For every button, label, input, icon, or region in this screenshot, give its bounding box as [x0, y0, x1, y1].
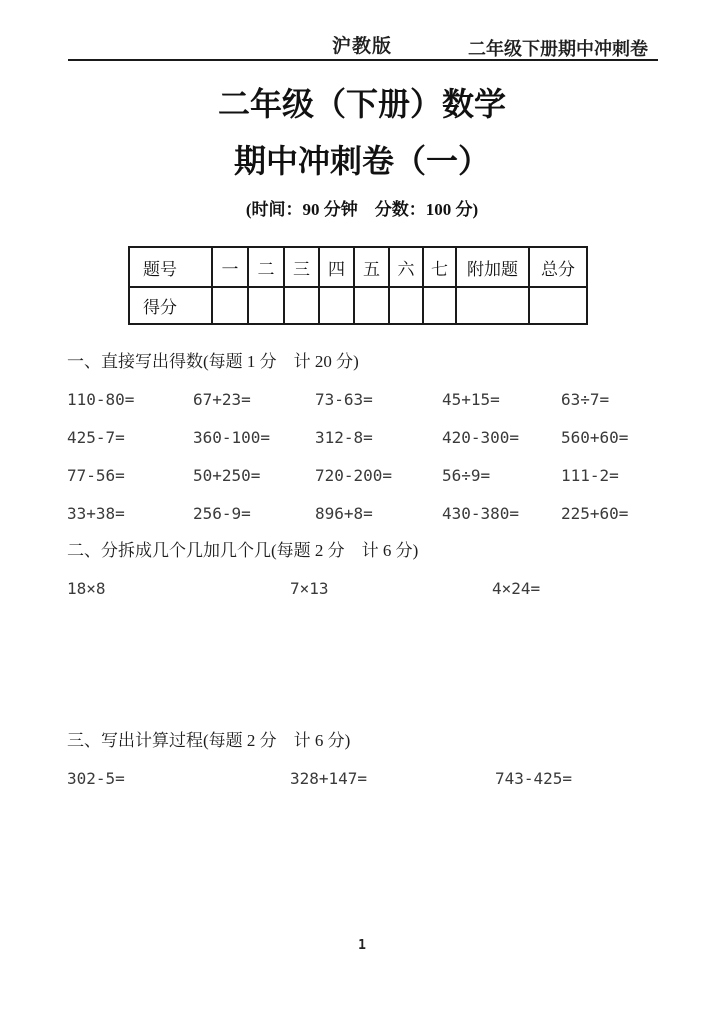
score-cell	[248, 287, 284, 324]
problem: 67+23=	[193, 390, 251, 409]
section2-problems	[67, 578, 667, 616]
score-table-col-2: 二	[248, 247, 284, 287]
problem: 720-200=	[315, 466, 393, 485]
problem: 256-9=	[193, 504, 251, 523]
score-table-col-3: 三	[284, 247, 319, 287]
problem: 56÷9=	[442, 466, 491, 485]
score-cell	[456, 287, 529, 324]
score-table-col-4: 四	[319, 247, 354, 287]
problem: 45+15=	[442, 390, 500, 409]
score-cell	[423, 287, 456, 324]
problem: 225+60=	[561, 504, 629, 523]
exam-title-line2: 期中冲刺卷（一）	[233, 143, 490, 179]
score-cell	[284, 287, 319, 324]
problem: 743-425=	[495, 769, 573, 788]
problem: 18×8	[67, 579, 106, 598]
problem: 560+60=	[561, 428, 629, 447]
problem-row	[67, 427, 667, 465]
section1-problems	[67, 389, 667, 541]
score-table-col-5: 五	[354, 247, 389, 287]
problem: 302-5=	[67, 769, 125, 788]
page-number: 1	[358, 938, 366, 953]
problem: 896+8=	[315, 504, 373, 523]
section1-heading: 一、直接写出得数(每题 1 分 计 20 分)	[67, 352, 359, 371]
problem: 73-63=	[315, 390, 373, 409]
score-table-col-1: 一	[212, 247, 248, 287]
problem-row	[67, 503, 667, 541]
problem: 430-380=	[442, 504, 520, 523]
score-table-col-extra: 附加题	[456, 247, 529, 287]
problem-row	[67, 465, 667, 503]
problem: 425-7=	[67, 428, 125, 447]
problem: 50+250=	[193, 466, 261, 485]
problem: 420-300=	[442, 428, 520, 447]
score-cell	[529, 287, 587, 324]
score-table-col-6: 六	[389, 247, 423, 287]
problem: 110-80=	[67, 390, 135, 409]
problem-row	[67, 768, 667, 806]
problem: 360-100=	[193, 428, 271, 447]
score-table	[128, 246, 588, 325]
header-booklet-title: 二年级下册期中冲刺卷	[468, 39, 648, 59]
score-table-col-total: 总分	[529, 247, 587, 287]
score-table-col-question-no: 题号	[129, 247, 212, 287]
score-table-header-row	[129, 247, 587, 287]
score-table-score-row	[129, 287, 587, 324]
problem-row	[67, 389, 667, 427]
problem: 111-2=	[561, 466, 619, 485]
score-cell	[354, 287, 389, 324]
score-table-col-7: 七	[423, 247, 456, 287]
problem: 63÷7=	[561, 390, 610, 409]
score-cell	[319, 287, 354, 324]
header-edition-label: 沪教版	[332, 36, 393, 57]
section3-problems	[67, 768, 667, 806]
section3-heading: 三、写出计算过程(每题 2 分 计 6 分)	[67, 731, 351, 750]
section2-heading: 二、分拆成几个几加几个几(每题 2 分 计 6 分)	[67, 541, 419, 560]
problem: 312-8=	[315, 428, 373, 447]
problem: 7×13	[290, 579, 329, 598]
score-row-label: 得分	[129, 287, 212, 324]
exam-time-score-info: (时间：90 分钟 分数：100 分)	[245, 200, 479, 219]
exam-title-line1: 二年级（下册）数学	[217, 86, 506, 122]
problem: 33+38=	[67, 504, 125, 523]
score-cell	[212, 287, 248, 324]
problem: 4×24=	[492, 579, 541, 598]
problem: 328+147=	[290, 769, 368, 788]
score-cell	[389, 287, 423, 324]
problem-row	[67, 578, 667, 616]
problem: 77-56=	[67, 466, 125, 485]
header-rule	[68, 59, 658, 61]
